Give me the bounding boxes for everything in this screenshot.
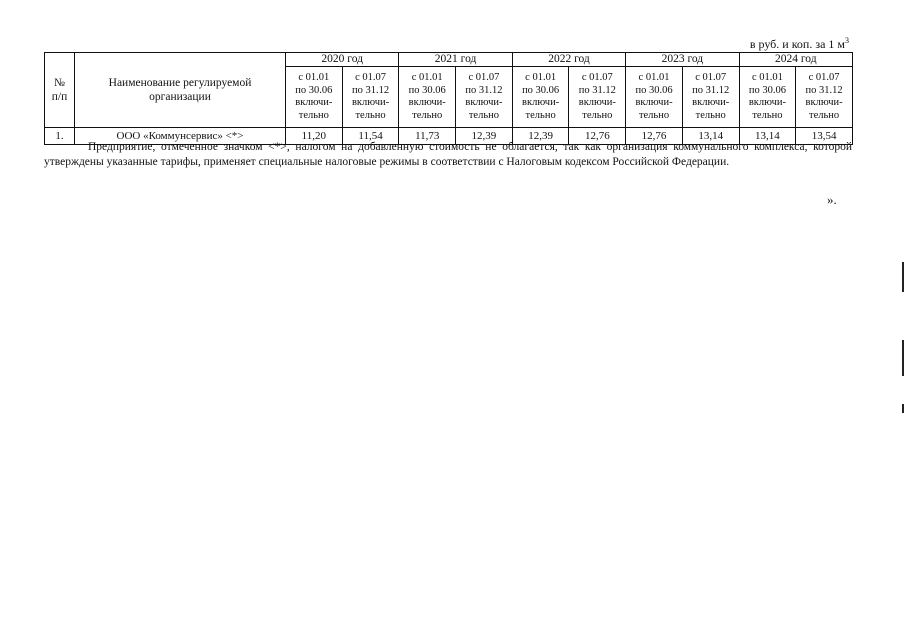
header-name-line: организации: [149, 91, 211, 103]
tariff-2020-first-half: 11,20: [286, 128, 343, 145]
header-period-first-half: с 01.01 по 30.06 включи- тельно: [512, 67, 569, 128]
units-power: 3: [845, 36, 849, 45]
closing-quote: ».: [827, 192, 837, 207]
header-row-years: [45, 53, 853, 67]
header-num-line: №: [54, 77, 65, 89]
tariff-2021-second-half: 12,39: [456, 128, 513, 145]
header-period-second-half: с 01.07 по 31.12 включи- тельно: [342, 67, 399, 128]
header-name: [75, 53, 286, 128]
header-period-second-half: с 01.07 по 31.12 включи- тельно: [682, 67, 739, 128]
tariff-2024-first-half: 13,14: [739, 128, 796, 145]
tariff-2022-second-half: 12,76: [569, 128, 626, 145]
tariff-2022-first-half: 12,39: [512, 128, 569, 145]
vat-footnote: Предприятие, отмеченное значком <*>, налогом на добавленную стоимость не облагается, так как организация коммунального комплекса, которой утверждены указанные тарифы, применяет специальные налоговые режимы в соответствии с Налоговым кодексом Российской Федерации.: [44, 141, 852, 168]
header-period-first-half: с 01.01 по 30.06 включи- тельно: [286, 67, 343, 128]
header-year-2024: 2024 год: [739, 53, 852, 67]
header-year-2023: 2023 год: [626, 53, 739, 67]
header-period-second-half: с 01.07 по 31.12 включи- тельно: [456, 67, 513, 128]
header-period-first-half: с 01.01 по 30.06 включи- тельно: [739, 67, 796, 128]
header-period-second-half: с 01.07 по 31.12 включи- тельно: [569, 67, 626, 128]
scan-edge-mark: [902, 340, 904, 376]
units-label: [750, 34, 849, 51]
tariff-2024-second-half: 13,54: [796, 128, 853, 145]
header-num-line: п/п: [51, 91, 68, 103]
tariff-2021-first-half: 11,73: [399, 128, 456, 145]
header-num: [45, 53, 75, 128]
tariff-2023-first-half: 12,76: [626, 128, 683, 145]
header-period-first-half: с 01.01 по 30.06 включи- тельно: [399, 67, 456, 128]
header-period-first-half: с 01.01 по 30.06 включи- тельно: [626, 67, 683, 128]
row-number: 1.: [45, 128, 75, 145]
tariff-table: [44, 52, 853, 145]
scan-edge-mark: [902, 262, 904, 292]
header-year-2020: 2020 год: [286, 53, 399, 67]
header-year-2022: 2022 год: [512, 53, 625, 67]
units-text: в руб. и коп. за 1 м: [749, 37, 845, 51]
header-name-line: Наименование регулируемой: [108, 77, 252, 89]
scan-edge-mark: [902, 404, 904, 413]
tariff-2023-second-half: 13,14: [682, 128, 739, 145]
header-period-second-half: с 01.07 по 31.12 включи- тельно: [796, 67, 853, 128]
organization-name: ООО «Коммунсервис» <*>: [75, 128, 286, 145]
header-year-2021: 2021 год: [399, 53, 512, 67]
tariff-2020-second-half: 11,54: [342, 128, 399, 145]
